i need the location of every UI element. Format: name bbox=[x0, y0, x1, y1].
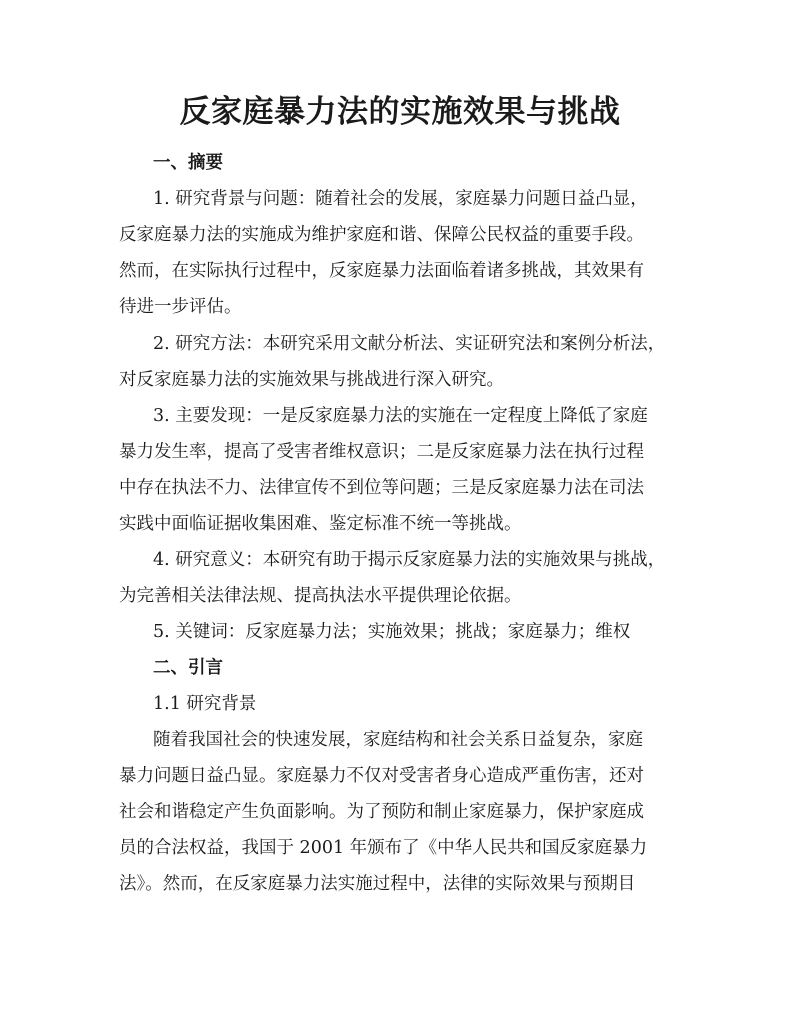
paragraph-line: 暴力发生率，提高了受害者维权意识；二是反家庭暴力法在执行过程 bbox=[119, 442, 644, 462]
subsection-heading: 1.1 研究背景 bbox=[153, 694, 257, 714]
section-heading-intro: 二、引言 bbox=[153, 658, 223, 678]
paragraph-line: 员的合法权益，我国于 2001 年颁布了《中华人民共和国反家庭暴力 bbox=[119, 838, 648, 858]
paragraph-line: 然而，在实际执行过程中，反家庭暴力法面临着诸多挑战，其效果有 bbox=[119, 261, 644, 281]
paragraph-line: 社会和谐稳定产生负面影响。为了预防和制止家庭暴力，保护家庭成 bbox=[119, 802, 644, 822]
paragraph-line: 4. 研究意义：本研究有助于揭示反家庭暴力法的实施效果与挑战， bbox=[153, 550, 666, 570]
paragraph-line: 暴力问题日益凸显。家庭暴力不仅对受害者身心造成严重伤害，还对 bbox=[119, 766, 644, 786]
paragraph-line: 实践中面临证据收集困难、鉴定标准不统一等挑战。 bbox=[119, 514, 522, 534]
paragraph-line: 5. 关键词：反家庭暴力法；实施效果；挑战；家庭暴力；维权 bbox=[153, 622, 631, 642]
paragraph-line: 为完善相关法律法规、提高执法水平提供理论依据。 bbox=[119, 586, 522, 606]
paragraph-line: 法》。然而，在反家庭暴力法实施过程中，法律的实际效果与预期目 bbox=[119, 874, 636, 894]
paragraph-line: 1. 研究背景与问题：随着社会的发展，家庭暴力问题日益凸显， bbox=[153, 189, 648, 209]
paragraph-line: 2. 研究方法：本研究采用文献分析法、实证研究法和案例分析法， bbox=[153, 334, 666, 354]
paragraph-line: 随着我国社会的快速发展，家庭结构和社会关系日益复杂，家庭 bbox=[153, 730, 643, 750]
paragraph-line: 中存在执法不力、法律宣传不到位等问题；三是反家庭暴力法在司法 bbox=[119, 478, 644, 498]
section-heading-abstract: 一、摘要 bbox=[153, 153, 223, 173]
paragraph-line: 3. 主要发现：一是反家庭暴力法的实施在一定程度上降低了家庭 bbox=[153, 406, 648, 426]
paragraph-line: 反家庭暴力法的实施成为维护家庭和谐、保障公民权益的重要手段。 bbox=[119, 225, 644, 245]
document-title: 反家庭暴力法的实施效果与挑战 bbox=[179, 94, 621, 130]
paragraph-line: 待进一步评估。 bbox=[119, 297, 242, 317]
paragraph-line: 对反家庭暴力法的实施效果与挑战进行深入研究。 bbox=[119, 370, 504, 390]
